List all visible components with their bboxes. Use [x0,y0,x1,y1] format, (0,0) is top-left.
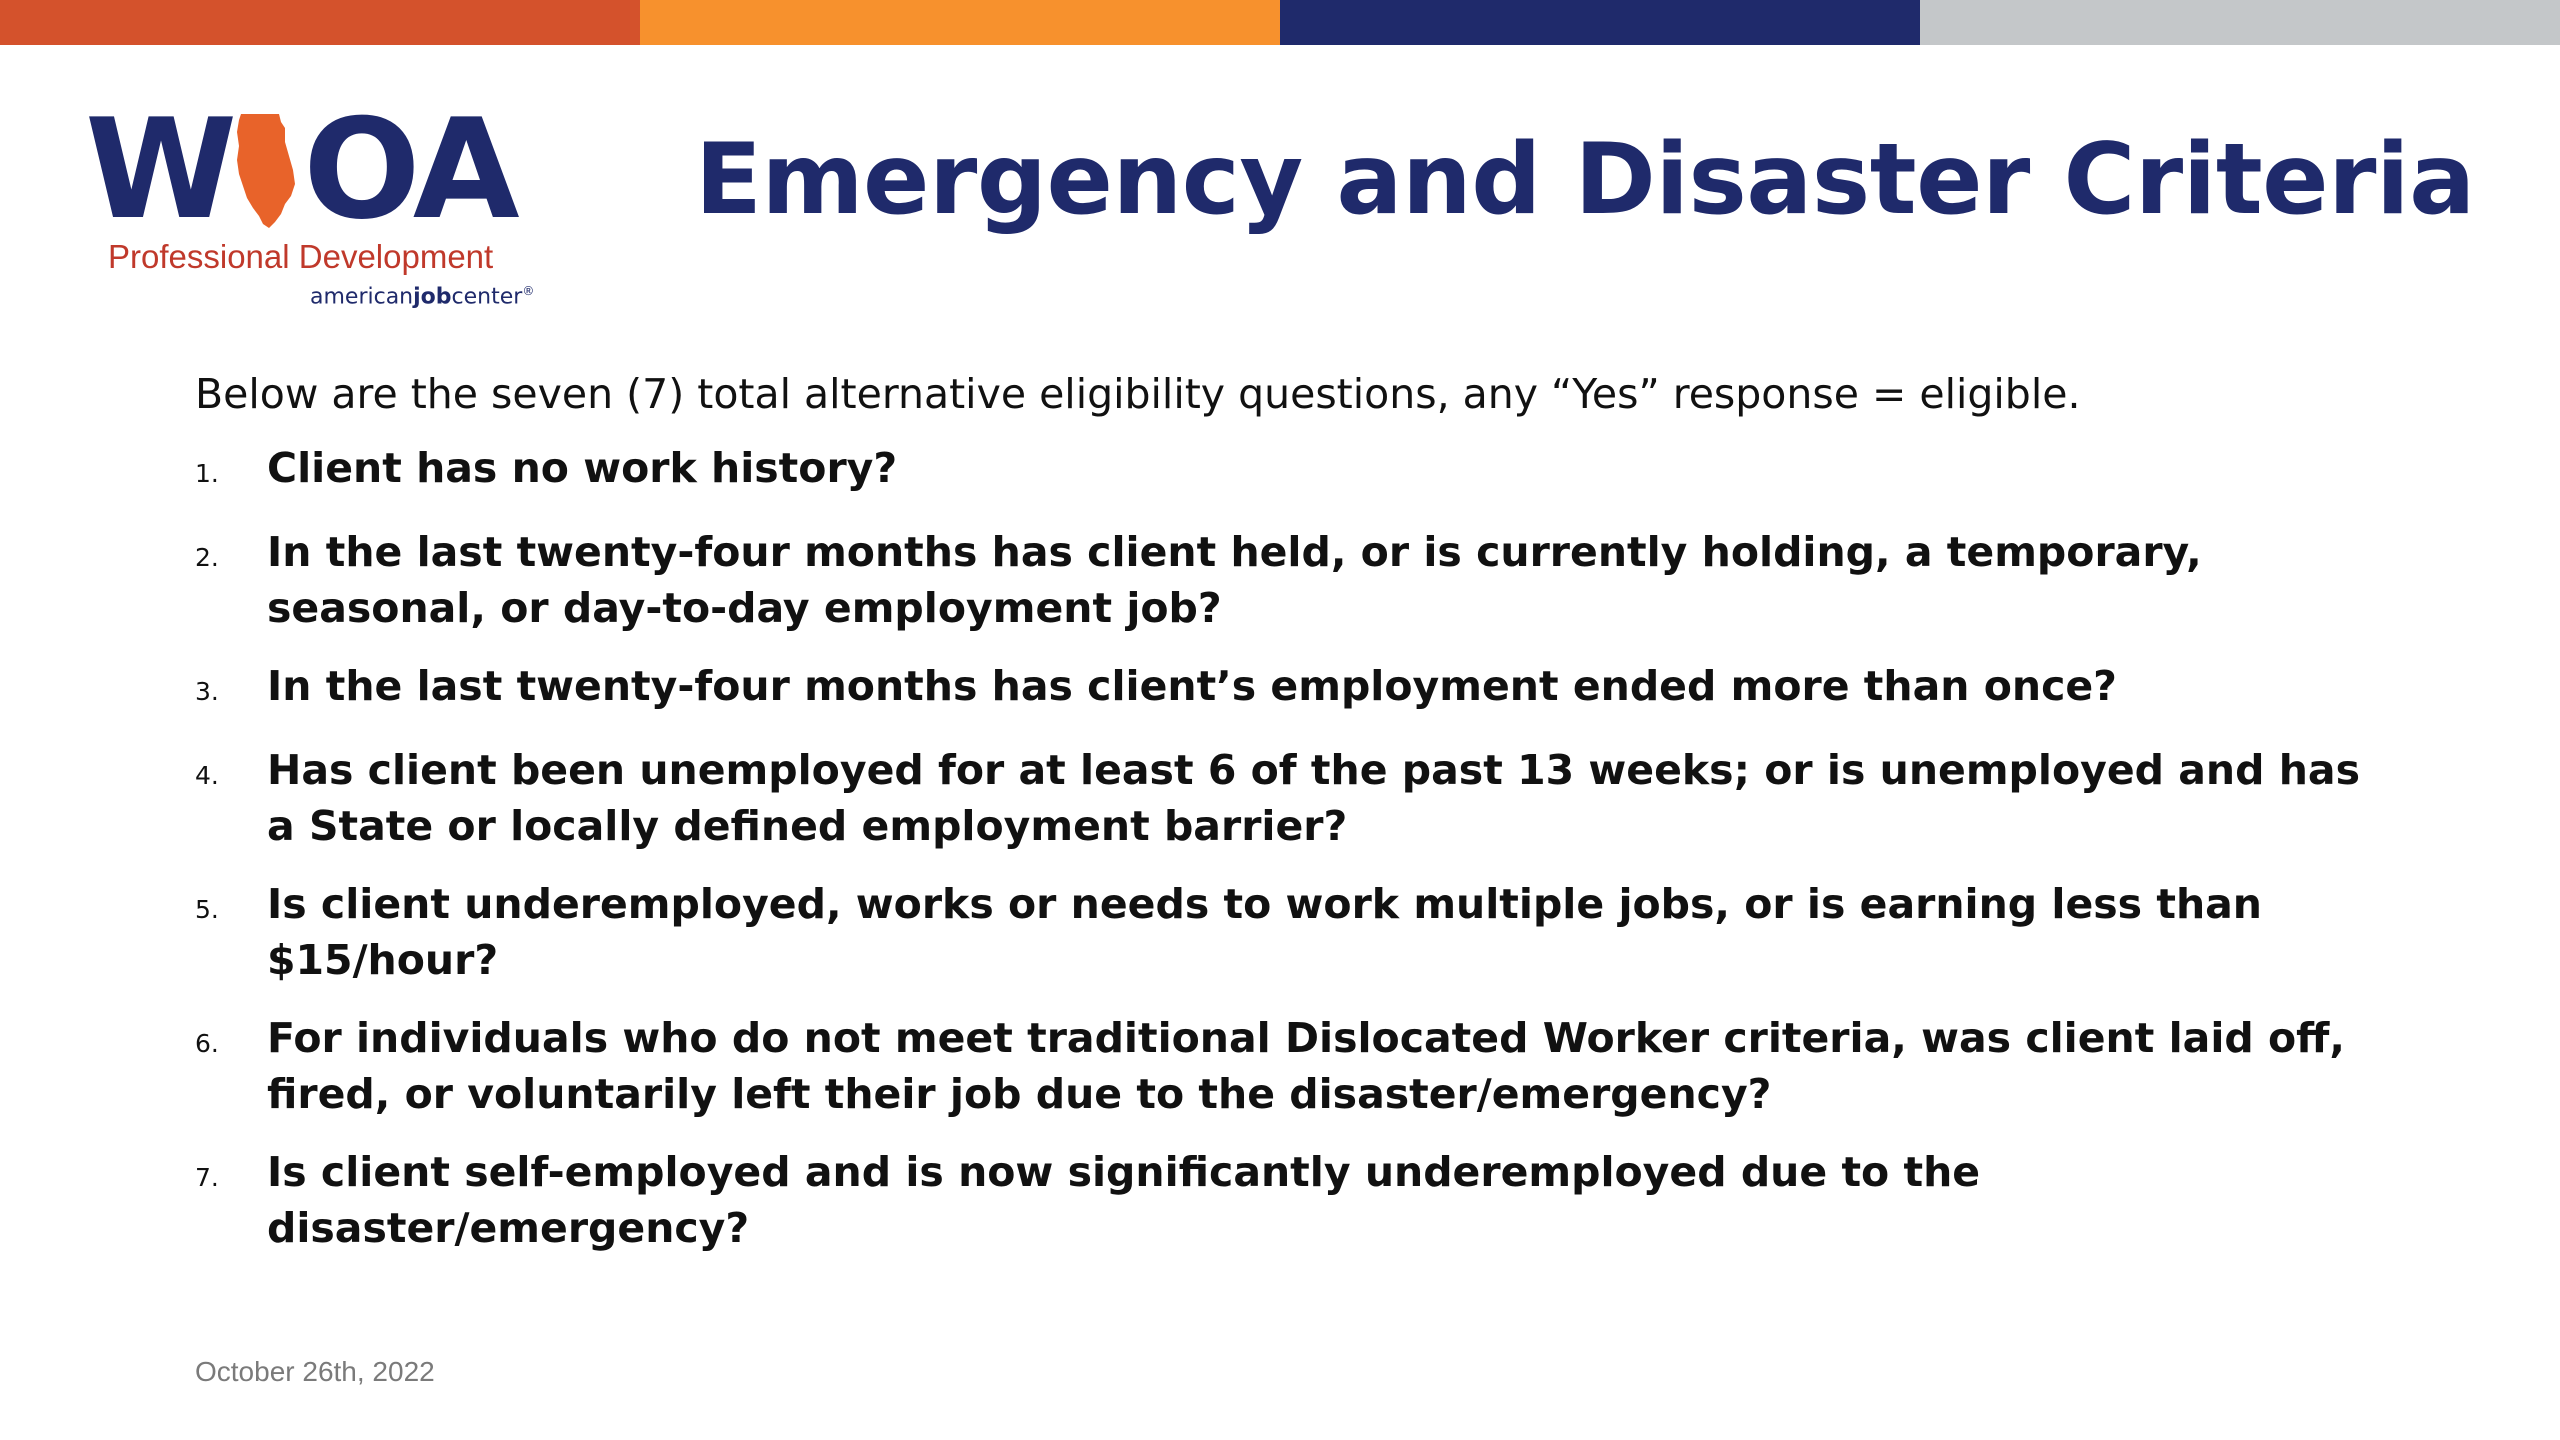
question-number: 4. [195,761,219,790]
top-bar-segment-red [0,0,640,45]
top-bar-segment-orange [640,0,1280,45]
logo-letter-w: W [85,89,234,250]
question-number: 3. [195,677,219,706]
wioa-wordmark [85,89,516,250]
question-item [195,876,2395,988]
question-number: 1. [195,459,219,488]
ajc-mid: job [413,284,452,310]
top-bar-segment-navy [1280,0,1920,45]
illinois-state-icon [235,112,297,230]
question-text: Is client underemployed, works or needs to work multiple jobs, or is earning less than $15/hour? [267,880,2262,984]
logo-subtitle: Professional Development [108,238,494,275]
question-text: In the last twenty-four months has client held, or is currently holding, a temporary, seasonal, or day-to-day employment job? [267,528,2202,632]
question-item [195,742,2395,854]
illinois-state-shape [237,114,295,228]
question-text: Client has no work history? [267,444,898,492]
question-number: 7. [195,1163,219,1192]
ajc-prefix: american [310,284,414,310]
question-item [195,1010,2395,1122]
slide-title: Emergency and Disaster Criteria [695,123,2475,237]
logo-letters-oa: OA [303,89,516,250]
question-text: For individuals who do not meet traditional Dislocated Worker criteria, was client laid off, fired, or voluntarily left their job due to the disaster/emergency? [267,1014,2345,1118]
wioa-logo [85,89,565,320]
americanjobcenter-logo [310,284,534,309]
question-item [195,440,2395,502]
question-number: 2. [195,543,219,572]
ajc-suffix: center [451,284,523,310]
question-text: Has client been unemployed for at least 6 of the past 13 weeks; or is unemployed and has a State or locally defined employment barrier? [267,746,2361,850]
ajc-mark: ® [522,284,535,298]
intro-text: Below are the seven (7) total alternative eligibility questions, any “Yes” response = eligible. [195,370,2081,418]
question-item [195,524,2395,636]
top-color-bar [0,0,2560,45]
top-bar-segment-gray [1920,0,2560,45]
question-number: 6. [195,1029,219,1058]
slide-date: October 26th, 2022 [195,1356,435,1387]
questions-list [195,440,2395,1278]
question-item [195,658,2395,720]
question-item [195,1144,2395,1256]
question-text: Is client self-employed and is now significantly underemployed due to the disaster/emergency? [267,1148,1981,1252]
question-number: 5. [195,895,219,924]
question-text: In the last twenty-four months has client’s employment ended more than once? [267,662,2117,710]
